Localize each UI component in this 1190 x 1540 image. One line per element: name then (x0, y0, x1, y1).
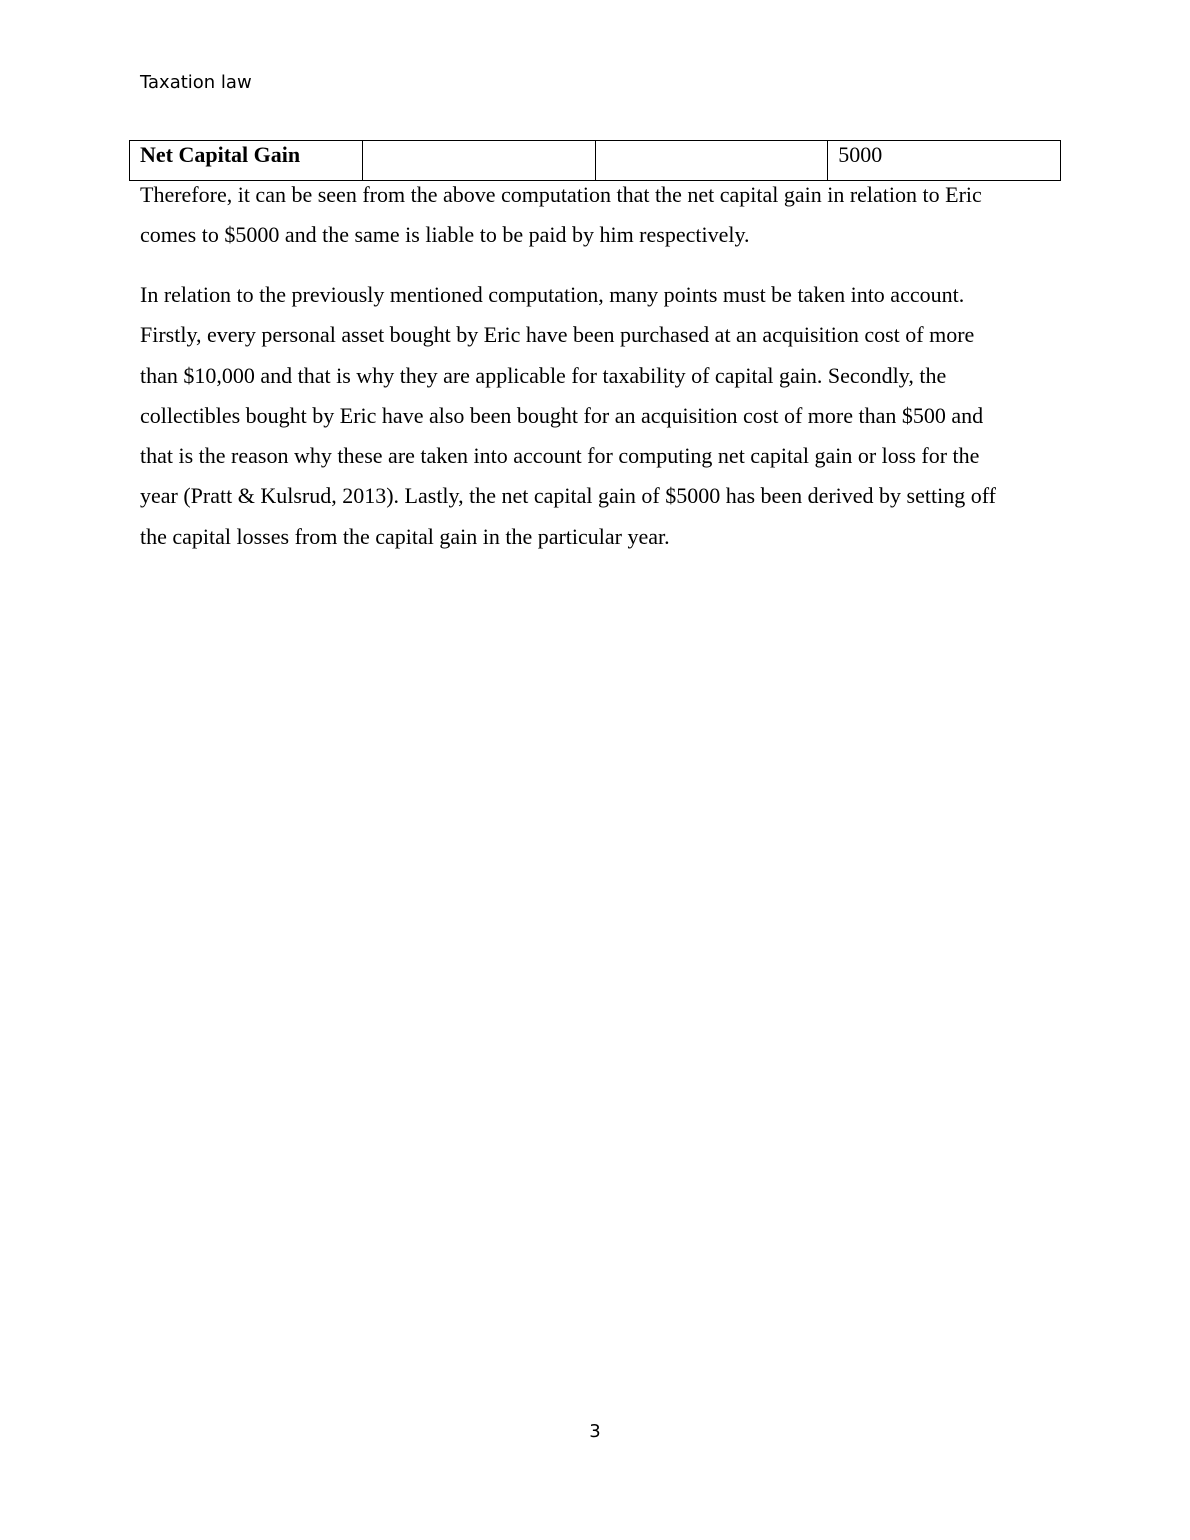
table-cell-label: Net Capital Gain (130, 141, 363, 181)
paragraph-line: comes to $5000 and the same is liable to be paid by him respectively. (140, 222, 750, 248)
paragraph-line: the capital losses from the capital gain in the particular year. (140, 523, 670, 549)
running-header: Taxation law (140, 72, 252, 93)
paragraph-line: than $10,000 and that is why they are applicable for taxability of capital gain. Secondly, the (140, 362, 947, 388)
explanation-paragraph (140, 275, 1060, 557)
paragraph-line: collectibles bought by Eric have also been bought for an acquisition cost of more than $500 and (140, 402, 984, 428)
paragraph-line: In relation to the previously mentioned computation, many points must be taken into account. (140, 282, 965, 307)
conclusion-paragraph (140, 175, 1060, 256)
paragraph-line: year (Pratt & Kulsrud, 2013). Lastly, the net capital gain of $5000 has been derived by setting off (140, 483, 996, 509)
paragraph-line: Therefore, it can be seen from the above computation that the net capital gain in relation to Eric (140, 182, 982, 207)
page-number: 3 (589, 1421, 601, 1442)
paragraph-line: Firstly, every personal asset bought by Eric have been purchased at an acquisition cost of more (140, 322, 975, 348)
paragraph-line: that is the reason why these are taken into account for computing net capital gain or loss for the (140, 443, 980, 469)
table-cell-value: 5000 (828, 141, 1061, 181)
